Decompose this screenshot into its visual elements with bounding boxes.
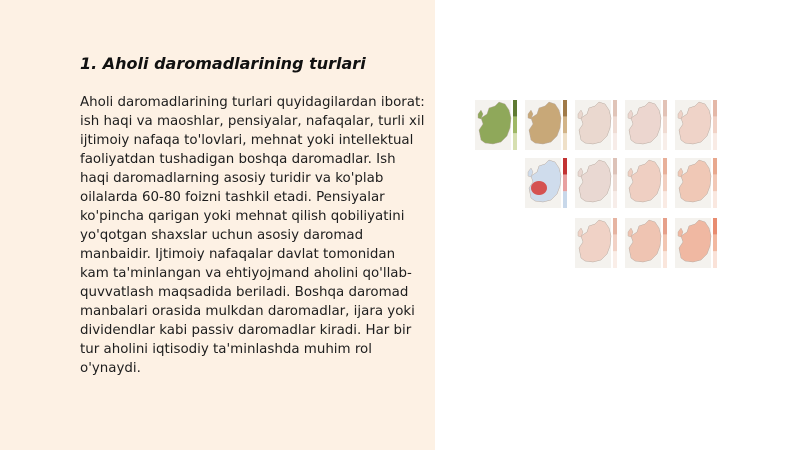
europe-map-icon: [625, 218, 669, 272]
color-scale-segment: [563, 175, 567, 192]
color-scale-segment: [663, 218, 667, 235]
color-scale-segment: [613, 117, 617, 134]
color-scale-segment: [663, 235, 667, 252]
color-scale-segment: [513, 133, 517, 150]
map-panel: [625, 100, 669, 154]
color-scale-segment: [613, 251, 617, 268]
color-scale-segment: [713, 191, 717, 208]
color-scale-segment: [563, 117, 567, 134]
europe-map-icon: [575, 158, 619, 212]
color-scale-segment: [663, 133, 667, 150]
color-scale-segment: [713, 117, 717, 134]
map-panel: [525, 158, 569, 212]
europe-map-icon: [675, 100, 719, 154]
color-scale-segment: [613, 235, 617, 252]
color-scale-segment: [563, 191, 567, 208]
color-scale-segment: [713, 158, 717, 175]
color-scale-segment: [663, 251, 667, 268]
color-scale-segment: [663, 175, 667, 192]
map-panel: [675, 218, 719, 272]
color-scale-segment: [713, 100, 717, 117]
europe-map-icon: [525, 158, 569, 212]
color-scale-segment: [563, 100, 567, 117]
map-figure: [475, 100, 723, 276]
europe-map-icon: [625, 100, 669, 154]
color-scale-segment: [563, 158, 567, 175]
map-panel: [675, 158, 719, 212]
color-scale-segment: [613, 218, 617, 235]
map-panel: [575, 218, 619, 272]
color-scale-segment: [513, 100, 517, 117]
color-scale-segment: [513, 117, 517, 134]
map-highlight-region: [531, 181, 547, 195]
europe-map-icon: [625, 158, 669, 212]
map-panel: [625, 158, 669, 212]
map-panel: [575, 100, 619, 154]
color-scale-segment: [613, 100, 617, 117]
color-scale-segment: [713, 175, 717, 192]
europe-map-icon: [525, 100, 569, 154]
map-panel: [525, 100, 569, 154]
color-scale-segment: [663, 191, 667, 208]
map-panel: [475, 100, 519, 154]
map-panel: [575, 158, 619, 212]
color-scale-segment: [613, 191, 617, 208]
color-scale-segment: [713, 251, 717, 268]
europe-map-icon: [675, 218, 719, 272]
color-scale-segment: [663, 117, 667, 134]
color-scale-segment: [563, 133, 567, 150]
slide-body-text: Aholi daromadlarining turlari quyidagilardan iborat: ish haqi va maoshlar, pensiyalar, nafaqalar, turli xil ijtimoiy nafaqa to'lovlari, mehnat yoki intellektual faoliyatdan tushadigan boshqa daromadlar. Ish haqi daromadlarning asosiy turidir va ko'plab oilalarda 60-80 foizni tashkil etadi. Pensiyalar ko'pincha qarigan yoki mehnat qilish qobiliyatini yo'qotgan shaxslar uchun asosiy daromad manbaidir. Ijtimoiy nafaqalar davlat tomonidan kam ta'minlangan va ehtiyojmand aholini qo'llab-quvvatlash maqsadida beriladi. Boshqa daromad manbalari orasida mulkdan daromadlar, ijara yoki dividendlar kabi passiv daromadlar kiradi. Har bir tur aholini iqtisodiy ta'minlashda muhim rol o'ynaydi.: [80, 95, 425, 376]
europe-map-icon: [675, 158, 719, 212]
color-scale-segment: [613, 133, 617, 150]
europe-map-icon: [575, 218, 619, 272]
europe-map-icon: [475, 100, 519, 154]
color-scale-segment: [613, 175, 617, 192]
color-scale-segment: [713, 235, 717, 252]
slide-title: 1. Aholi daromadlarining turlari: [80, 54, 366, 73]
color-scale-segment: [663, 158, 667, 175]
color-scale-segment: [613, 158, 617, 175]
color-scale-segment: [713, 133, 717, 150]
map-panel: [675, 100, 719, 154]
color-scale-segment: [713, 218, 717, 235]
color-scale-segment: [663, 100, 667, 117]
europe-map-icon: [575, 100, 619, 154]
map-panel: [625, 218, 669, 272]
